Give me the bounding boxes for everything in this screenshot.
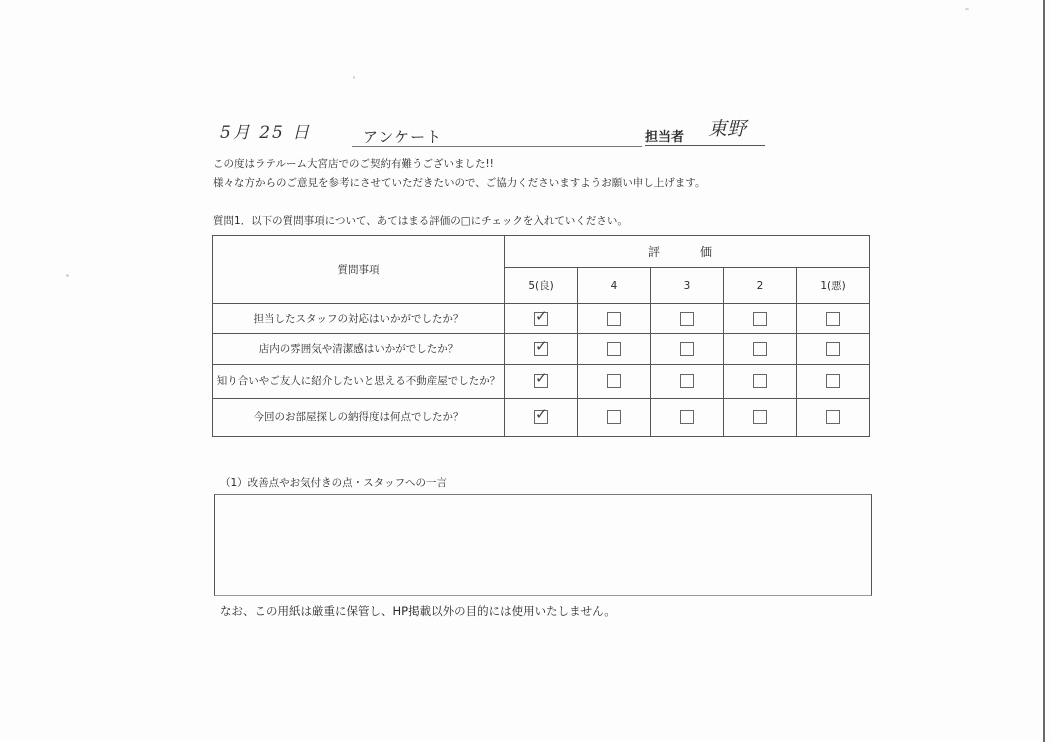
checkbox-rating-5[interactable] xyxy=(534,337,548,356)
rating-4-header: 4 xyxy=(578,268,651,304)
checkbox-rating-2[interactable] xyxy=(753,342,767,356)
scan-speck xyxy=(353,76,355,79)
checkbox-rating-3[interactable] xyxy=(680,342,694,356)
checkbox-rating-4[interactable] xyxy=(607,342,621,356)
rating-table xyxy=(212,235,870,437)
checkbox-rating-5[interactable] xyxy=(534,369,548,388)
question-column-header: 質問事項 xyxy=(213,236,505,304)
check-mark-icon: ✓ xyxy=(535,337,548,356)
intro-line-1: この度はラテルーム大宮店でのご契約有難うございました!! xyxy=(213,158,494,170)
evaluation-header: 評 価 xyxy=(505,236,870,268)
row-question: 担当したスタッフの対応はいかがでしたか？ xyxy=(213,304,505,334)
rating-5-header: 5(良) xyxy=(505,268,578,304)
scan-speck xyxy=(66,274,69,277)
checkbox-rating-1[interactable] xyxy=(826,342,840,356)
checkbox-rating-1[interactable] xyxy=(826,312,840,326)
rating-3-header: 3 xyxy=(651,268,724,304)
question-1-instruction: 質問1．以下の質問事項について、あてはまる評価の□にチェックを入れていください。 xyxy=(213,215,628,227)
intro-line-2: 様々な方からのご意見を参考にさせていただきたいので、ご協力くださいますようお願い申し上げます。 xyxy=(213,177,706,189)
checkbox-rating-1[interactable] xyxy=(826,374,840,388)
row-question: 店内の雰囲気や清潔感はいかがでしたか？ xyxy=(213,334,505,364)
check-mark-icon: ✓ xyxy=(535,306,548,325)
table-row xyxy=(213,364,870,398)
table-row xyxy=(213,334,870,364)
checkbox-rating-5[interactable] xyxy=(534,405,548,424)
scan-speck xyxy=(965,8,969,10)
checkbox-rating-3[interactable] xyxy=(680,410,694,424)
staff-label: 担当者 xyxy=(645,130,685,145)
check-mark-icon: ✓ xyxy=(535,369,548,388)
row-question: 知り合いやご友人に紹介したいと思える不動産屋でしたか？ xyxy=(213,364,505,398)
table-row xyxy=(213,398,870,436)
checkbox-rating-2[interactable] xyxy=(753,374,767,388)
checkbox-rating-1[interactable] xyxy=(826,410,840,424)
checkbox-rating-5[interactable] xyxy=(534,306,548,326)
staff-name-handwritten[interactable]: 東野 xyxy=(708,118,747,140)
survey-title: アンケート xyxy=(363,128,443,146)
privacy-note: なお、この用紙は厳重に保管し、HP掲載以外の目的には使用いたしません。 xyxy=(220,604,616,618)
table-header-row xyxy=(213,236,870,268)
comment-label: （1）改善点やお気付きの点・スタッフへの一言 xyxy=(220,477,447,489)
checkbox-rating-2[interactable] xyxy=(753,410,767,424)
survey-date: 5月 25 日 xyxy=(220,123,312,143)
comment-textarea[interactable] xyxy=(214,494,872,596)
rating-2-header: 2 xyxy=(724,268,797,304)
table-row xyxy=(213,304,870,334)
checkbox-rating-4[interactable] xyxy=(607,410,621,424)
row-question: 今回のお部屋探しの納得度は何点でしたか？ xyxy=(213,398,505,436)
checkbox-rating-4[interactable] xyxy=(607,312,621,326)
checkbox-rating-4[interactable] xyxy=(607,374,621,388)
check-mark-icon: ✓ xyxy=(535,405,548,424)
checkbox-rating-3[interactable] xyxy=(680,374,694,388)
title-underline xyxy=(352,146,642,147)
staff-underline xyxy=(645,145,765,146)
checkbox-rating-3[interactable] xyxy=(680,312,694,326)
scan-edge-line xyxy=(1043,0,1045,742)
checkbox-rating-2[interactable] xyxy=(753,312,767,326)
rating-1-header: 1(悪) xyxy=(797,268,870,304)
